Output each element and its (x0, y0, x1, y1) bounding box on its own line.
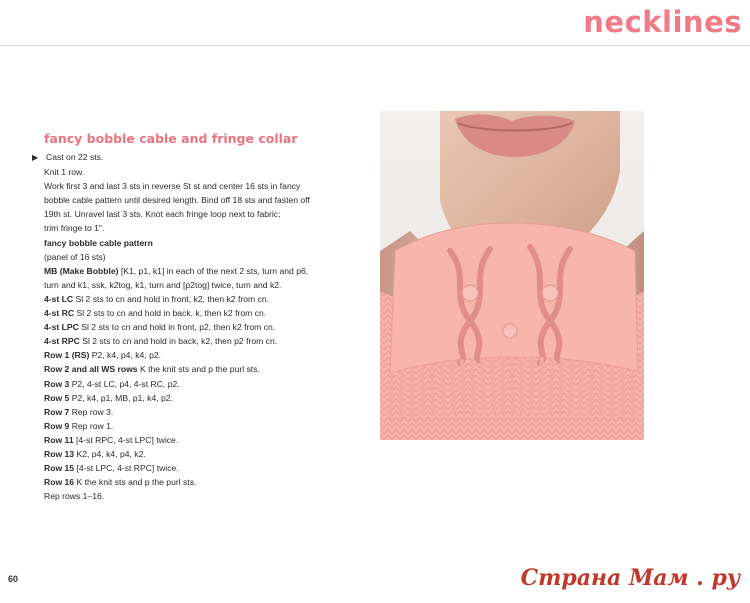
instruction-label: 4-st RC (44, 308, 75, 319)
pattern-line (44, 207, 362, 221)
instruction-label: Row 13 (44, 448, 75, 459)
pattern-line (44, 221, 362, 235)
instruction-label: Row 3 (44, 378, 70, 389)
instruction-label: 4-st RPC (44, 336, 80, 347)
pattern-line (44, 377, 362, 391)
triangle-bullet-icon: ▶ (32, 153, 39, 162)
instruction-label: Row 16 (44, 477, 75, 488)
instruction-text: Sl 2 sts to cn and hold in back, k2, then p2 from cn. (79, 336, 278, 347)
pattern-line (44, 250, 362, 264)
pattern-instructions (32, 150, 362, 503)
instruction-text: Rep row 1. (69, 420, 114, 431)
pattern-line (44, 447, 362, 461)
cast-on-line (32, 150, 362, 165)
pattern-line (44, 179, 362, 193)
pattern-line (44, 236, 362, 250)
instruction-text: Sl 2 sts to cn and hold in front, k2, then k2 from cn. (73, 293, 269, 304)
instruction-text: K the knit sts and p the purl sts. (137, 364, 260, 375)
pattern-line (44, 334, 362, 348)
pattern-line (44, 461, 362, 475)
pattern-line (44, 405, 362, 419)
instruction-label: 4-st LPC (44, 322, 79, 333)
instruction-label: Row 5 (44, 392, 70, 403)
pattern-line (44, 306, 362, 320)
instruction-text: turn and k1, ssk, k2tog, k1, turn and [p2tog] twice, turn and k2. (44, 279, 282, 290)
pattern-line (44, 475, 362, 489)
instruction-label: Row 1 (RS) (44, 350, 90, 361)
pattern-title: fancy bobble cable and fringe collar (44, 131, 298, 146)
instruction-text: Work first 3 and last 3 sts in reverse St st and center 16 sts in fancy (44, 181, 301, 192)
instruction-text: Rep rows 1–16. (44, 491, 105, 502)
pattern-line (44, 165, 362, 179)
pattern-line (44, 320, 362, 334)
instruction-label: Row 15 (44, 463, 75, 474)
instruction-text: Knit 1 row. (44, 167, 85, 178)
instruction-text: [K1, p1, k1] in each of the next 2 sts, turn and p6, (118, 265, 309, 276)
instruction-label: Row 2 and all WS rows (44, 364, 138, 375)
header-rule (0, 45, 750, 46)
pattern-line (44, 489, 362, 503)
instruction-label: Row 7 (44, 406, 70, 417)
instruction-text: Sl 2 sts to cn and hold in back, k, then k2 from cn. (74, 308, 267, 319)
instruction-text: Rep row 3. (69, 406, 114, 417)
pattern-line (44, 362, 362, 376)
instruction-label: 4-st LC (44, 293, 74, 304)
collar-photo (380, 111, 644, 440)
pattern-line (44, 193, 362, 207)
instruction-text: (panel of 16 sts) (44, 251, 106, 262)
instruction-text: K the knit sts and p the purl sts. (74, 477, 197, 488)
pattern-line (44, 292, 362, 306)
instruction-text: [4-st LPC, 4-st RPC] twice. (74, 463, 179, 474)
instruction-text: P2, 4-st LC, p4, 4-st RC, p2. (69, 378, 180, 389)
instruction-text: K2, p4, k4, p4, k2. (74, 448, 146, 459)
pattern-line (44, 433, 362, 447)
instruction-text: bobble cable pattern until desired length. Bind off 18 sts and fasten off (44, 195, 310, 206)
collar-illustration (380, 111, 644, 440)
instruction-text: Sl 2 sts to cn and hold in front, p2, then k2 from cn. (78, 322, 276, 333)
instruction-text: 19th st. Unravel last 3 sts. Knot each fringe loop next to fabric; (44, 209, 281, 220)
instruction-text: P2, k4, p1, MB, p1, k4, p2. (69, 392, 173, 403)
pattern-lines (44, 165, 362, 503)
instruction-text: trim fringe to 1". (44, 223, 105, 234)
cast-on-text: Cast on 22 sts. (46, 152, 104, 162)
pattern-line (44, 419, 362, 433)
page-number: 60 (8, 574, 19, 584)
instruction-label: Row 11 (44, 434, 74, 445)
instruction-text: [4-st RPC, 4-st LPC] twice. (73, 434, 179, 445)
site-watermark: Страна Мам . ру (520, 565, 740, 591)
instruction-label: fancy bobble cable pattern (44, 237, 153, 248)
pattern-line (44, 391, 362, 405)
pattern-line (44, 264, 362, 278)
instruction-text: P2, k4, p4, k4, p2. (89, 350, 162, 361)
pattern-line (44, 278, 362, 292)
instruction-label: Row 9 (44, 420, 70, 431)
pattern-line (44, 348, 362, 362)
instruction-label: MB (Make Bobble) (44, 265, 119, 276)
section-title: necklines (583, 5, 742, 39)
